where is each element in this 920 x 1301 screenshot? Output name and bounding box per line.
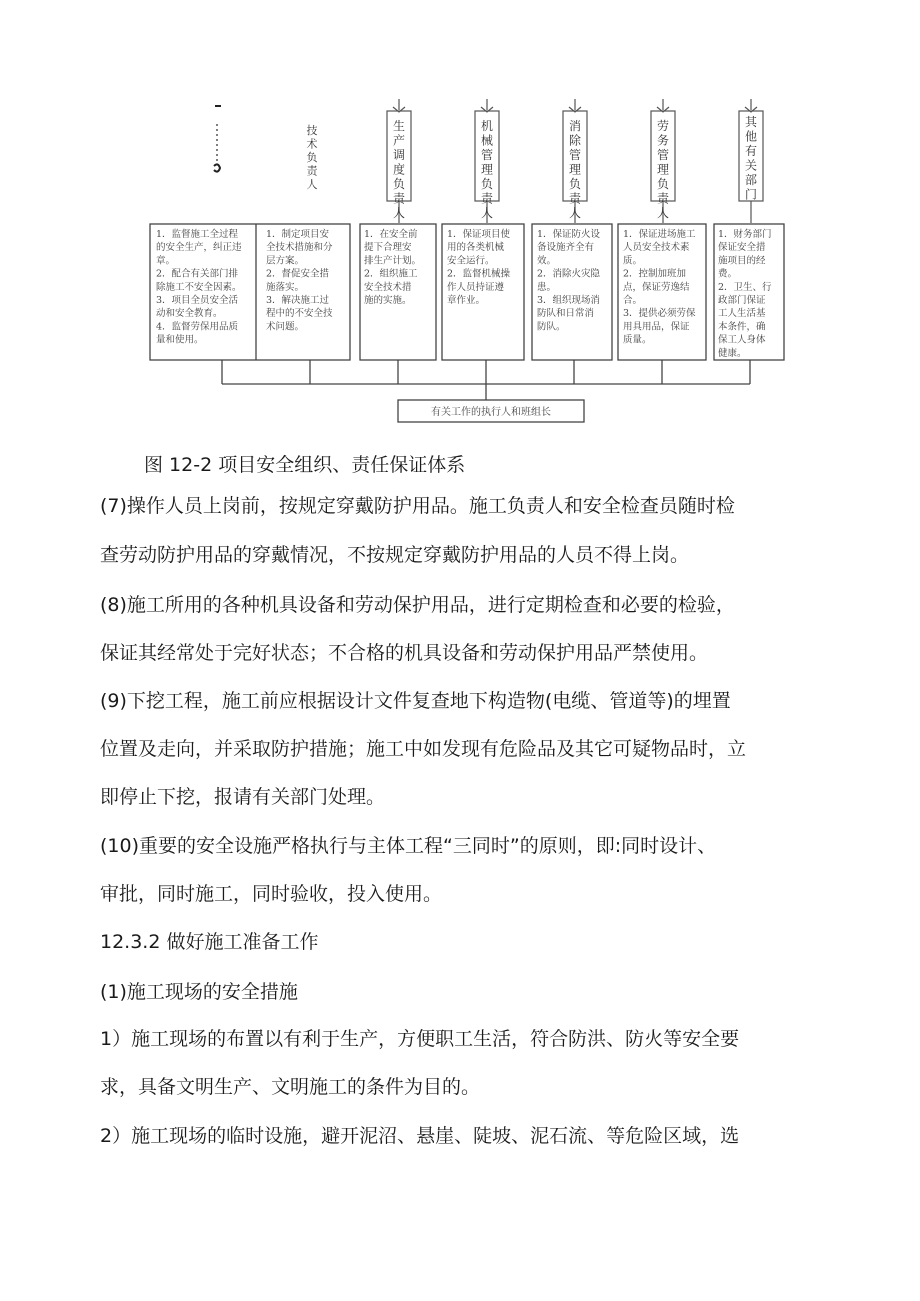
duty-line: 2．督促安全措 (266, 268, 330, 280)
duty-line: 程中的不安全技 (266, 308, 333, 320)
duty-line: 施的实施。 (364, 295, 412, 306)
duty-line: 1．监督施工全过程 (156, 229, 239, 240)
duty-line: 2．消除火灾隐 (537, 268, 601, 280)
role-char: 他 (744, 129, 758, 144)
figure-caption: 图 12-2 项目安全组织、责任保证体系 (144, 454, 466, 476)
role-char: 管 (656, 148, 670, 162)
duty-line: 质量。 (623, 334, 652, 346)
paragraph-line: (7)操作人员上岗前，按规定穿戴防护用品。施工负责人和安全检查员随时检 (100, 495, 735, 517)
duty-line: 合。 (623, 295, 643, 306)
role-label-production (393, 118, 406, 220)
role-char: 负 (392, 177, 406, 191)
duty-box-text-4 (447, 228, 511, 306)
duty-line: 量和使用。 (156, 334, 204, 346)
role-char: 管 (568, 148, 582, 162)
role-char: 负 (568, 177, 582, 191)
role-label-labor (657, 118, 670, 220)
paragraph-line: (9)下挖工程，施工前应根据设计文件复查地下构造物(电缆、管道等)的埋置 (100, 690, 731, 712)
role-char: 调 (392, 148, 406, 162)
duty-line: 本条件，确 (718, 321, 766, 333)
duty-box-text-6 (623, 228, 696, 346)
duty-line: 章作业。 (447, 295, 486, 306)
role-label-tech (307, 123, 319, 191)
role-char: 负 (306, 151, 318, 164)
duty-text-layer (156, 228, 772, 359)
duty-line: 3．解决施工过 (266, 295, 330, 306)
role-char: 人 (568, 206, 582, 220)
duty-line: 1．制定项目安 (266, 229, 330, 240)
duty-line: 1．财务部门 (718, 229, 772, 240)
duty-line: 备设施齐全有 (537, 242, 595, 254)
paragraph-line: 即停止下挖，报请有关部门处理。 (100, 786, 386, 808)
duty-line: 保证安全措 (718, 242, 766, 254)
duty-line: 安全运行。 (447, 255, 495, 267)
paragraph-line: 1）施工现场的布置以有利于生产，方便职工生活，符合防洪、防火等安全要 (100, 1028, 740, 1050)
duty-box-text-1 (156, 228, 242, 346)
duty-line: 提下合理安 (364, 242, 412, 254)
duty-line: 2．监督机械操 (447, 268, 511, 280)
role-char: 度 (392, 162, 406, 177)
role-char: 人 (392, 206, 406, 220)
role-char: 责 (568, 191, 582, 206)
duty-box-text-2 (266, 228, 333, 332)
duty-line: 2．配合有关部门排 (156, 268, 239, 280)
role-char: 务 (656, 133, 670, 148)
duty-line: 2．组织施工 (364, 268, 418, 280)
duty-line: 费。 (718, 268, 738, 280)
duty-line: 1．保证防火设 (537, 229, 601, 240)
duty-line: 3．组织现场消 (537, 295, 601, 306)
role-char: 责 (392, 191, 406, 206)
role-char: 有 (744, 144, 758, 158)
duty-line: 政部门保证 (718, 295, 766, 306)
duty-line: 全技术措施和分 (266, 242, 333, 254)
duty-line: 健康。 (718, 347, 747, 359)
role-char: 人 (656, 206, 670, 220)
role-char: 生 (392, 119, 406, 133)
role-char: 责 (480, 191, 494, 206)
role-char: 负 (656, 177, 670, 191)
duty-line: 防队和日常消 (537, 308, 595, 320)
role-char: 理 (656, 162, 670, 177)
paragraph-line: 位置及走向，并采取防护措施；施工中如发现有危险品及其它可疑物品时，立 (100, 738, 747, 760)
duty-box-text-3 (364, 228, 421, 306)
duty-line: 3．项目全员安全活 (156, 295, 239, 306)
role-char: 人 (480, 206, 494, 220)
role-char: 劳 (656, 119, 670, 133)
role-char: 术 (306, 137, 318, 151)
duty-line: 作人员持证遵 (447, 281, 505, 293)
role-char: 部 (744, 173, 758, 187)
role-char: 产 (392, 133, 406, 148)
duty-line: 动和安全教育。 (156, 308, 223, 320)
role-label-other (745, 114, 758, 202)
paragraph-line: 保证其经常处于完好状态；不合格的机具设备和劳动保护用品严禁使用。 (100, 642, 709, 664)
role-char: 除 (568, 133, 582, 148)
duty-box-text-5 (537, 228, 601, 332)
role-char: 技 (306, 124, 318, 137)
role-char: 理 (480, 162, 494, 177)
duty-line: 1．保证进场施工 (623, 229, 696, 240)
paragraph-line: 2）施工现场的临时设施，避开泥沼、悬崖、陡坡、泥石流、等危险区域，选 (100, 1125, 740, 1147)
role-label-machinery (481, 118, 494, 220)
duty-line: 术问题。 (266, 321, 305, 333)
role-char: 门 (744, 187, 758, 202)
duty-line: 层方案。 (266, 255, 305, 267)
role-char: 消 (568, 119, 582, 133)
subsection-heading: (1)施工现场的安全措施 (100, 981, 298, 1003)
role-char: 人 (306, 178, 318, 191)
paragraph-line: 求，具备文明生产、文明施工的条件为目的。 (100, 1076, 481, 1098)
duty-line: 人员安全技术素 (623, 242, 690, 254)
duty-line: 效。 (537, 255, 557, 267)
executor-box-label: 有关工作的执行人和班组长 (431, 407, 551, 418)
duty-line: 防队。 (537, 321, 566, 333)
duty-line: 排生产计划。 (364, 255, 422, 267)
paragraph-line: 查劳动防护用品的穿戴情况，不按规定穿戴防护用品的人员不得上岗。 (100, 544, 690, 566)
duty-line: 用的各类机械 (447, 242, 505, 254)
duty-line: 1．保证项目使 (447, 229, 511, 240)
paragraph-line: (10)重要的安全设施严格执行与主体工程“三同时”的原则，即:同时设计、 (100, 835, 717, 857)
role-label-tech-text (307, 123, 319, 191)
duty-line: 1．在安全前 (364, 229, 418, 240)
duty-line: 点，保证劳逸结 (623, 281, 690, 293)
role-char: 管 (480, 148, 494, 162)
org-chart (0, 0, 920, 440)
duty-line: 2．控制加班加 (623, 268, 687, 280)
duty-line: 施项目的经 (718, 255, 766, 267)
duty-line: 4．监督劳保用品质 (156, 321, 239, 333)
duty-line: 用具用品，保证 (623, 321, 690, 333)
duty-line: 章。 (156, 255, 176, 267)
section-heading: 12.3.2 做好施工准备工作 (100, 931, 319, 953)
role-char: 责 (306, 164, 318, 178)
duty-line: 2．卫生、行 (718, 281, 772, 293)
duty-line: 保工人身体 (718, 334, 766, 346)
role-mark-glyph (214, 164, 220, 171)
role-char: 责 (656, 191, 670, 206)
duty-line: 工人生活基 (718, 308, 766, 320)
duty-line: 的安全生产，纠正违 (156, 242, 242, 254)
role-label-fire (569, 118, 582, 220)
duty-line: 3．提供必须劳保 (623, 308, 696, 320)
duty-box-text-7 (718, 228, 772, 359)
role-char: 理 (568, 162, 582, 177)
role-char: 负 (480, 177, 494, 191)
duty-line: 患。 (537, 281, 557, 293)
role-char: 其 (744, 115, 758, 129)
role-char: 关 (744, 158, 758, 173)
paragraph-line: 审批，同时施工，同时验收，投入使用。 (100, 883, 443, 905)
paragraph-line: (8)施工所用的各种机具设备和劳动保护用品，进行定期检查和必要的检验， (100, 594, 735, 616)
duty-line: 除施工不安全因素。 (156, 281, 242, 293)
role-char: 械 (480, 133, 494, 148)
duty-line: 质。 (623, 255, 643, 267)
duty-line: 施落实。 (266, 281, 305, 293)
role-char: 机 (480, 119, 494, 133)
duty-line: 安全技术措 (364, 281, 412, 293)
